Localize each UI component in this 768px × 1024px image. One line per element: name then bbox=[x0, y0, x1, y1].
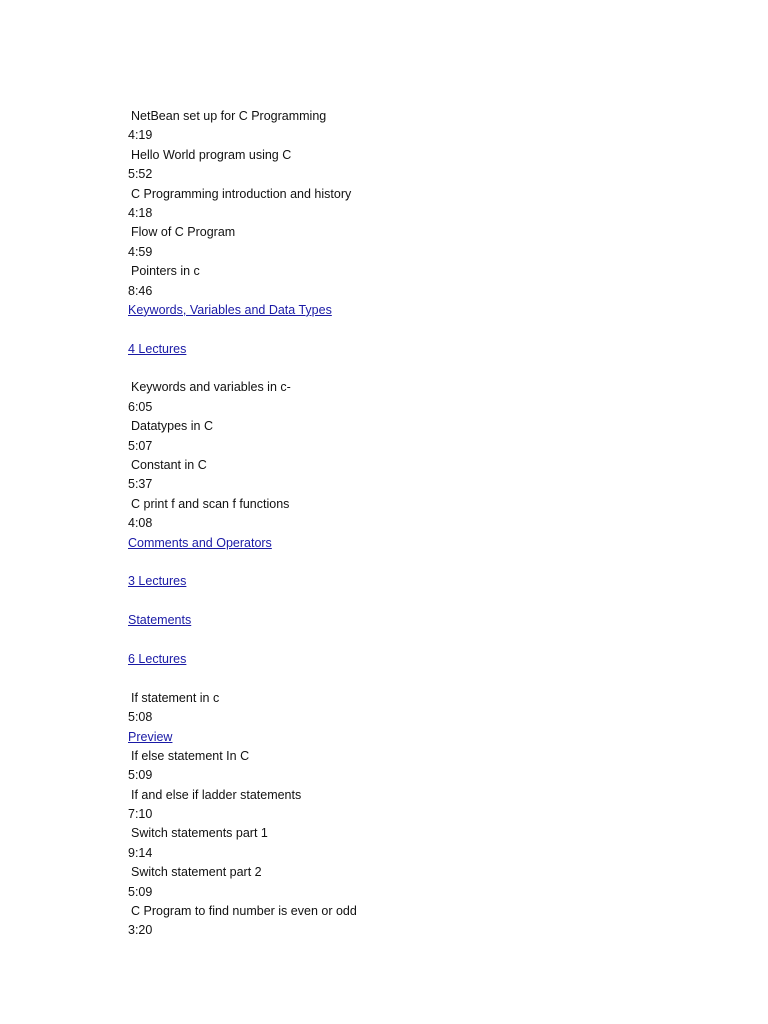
section-lecture-count-link[interactable]: 4 Lectures bbox=[128, 341, 187, 356]
spacer bbox=[128, 320, 648, 339]
spacer bbox=[128, 669, 648, 688]
lecture-item bbox=[128, 786, 648, 825]
lecture-item bbox=[128, 223, 648, 262]
lecture-item bbox=[128, 107, 648, 146]
lecture-item bbox=[128, 824, 648, 863]
lecture-item bbox=[128, 495, 648, 534]
lecture-duration: 4:08 bbox=[128, 516, 153, 531]
lecture-item bbox=[128, 747, 648, 786]
lecture-title: NetBean set up for C Programming bbox=[131, 109, 327, 123]
lecture-title: C print f and scan f functions bbox=[131, 496, 290, 511]
lecture-title: If and else if ladder statements bbox=[131, 787, 302, 802]
spacer bbox=[128, 592, 648, 611]
spacer bbox=[128, 553, 648, 572]
course-curriculum bbox=[128, 107, 648, 941]
lecture-title: Constant in C bbox=[131, 458, 207, 473]
lecture-title: C Program to find number is even or odd bbox=[131, 904, 357, 919]
lecture-duration: 4:19 bbox=[128, 128, 153, 143]
section-lecture-count-link[interactable]: 6 Lectures bbox=[128, 651, 187, 666]
lecture-item bbox=[128, 863, 648, 902]
lecture-title: Switch statement part 2 bbox=[131, 865, 262, 880]
section-heading-link[interactable]: Keywords, Variables and Data Types bbox=[128, 302, 332, 317]
lecture-title: Pointers in c bbox=[131, 264, 200, 279]
section-lecture-count-link[interactable]: 3 Lectures bbox=[128, 574, 187, 589]
lecture-duration: 3:20 bbox=[128, 923, 153, 938]
lecture-duration: 9:14 bbox=[128, 845, 153, 860]
spacer bbox=[128, 359, 648, 378]
section-intro bbox=[128, 107, 648, 301]
lecture-duration: 5:07 bbox=[128, 438, 153, 453]
lecture-duration: 6:05 bbox=[128, 399, 153, 414]
lecture-title: Flow of C Program bbox=[131, 225, 236, 240]
preview-link[interactable]: Preview bbox=[128, 729, 173, 744]
lecture-title: Datatypes in C bbox=[131, 419, 213, 434]
lecture-item bbox=[128, 146, 648, 185]
lecture-item bbox=[128, 378, 648, 417]
lecture-title: Hello World program using C bbox=[131, 147, 292, 162]
lecture-item bbox=[128, 262, 648, 301]
lecture-title: If statement in c bbox=[131, 690, 220, 705]
lecture-title: If else statement In C bbox=[131, 748, 250, 763]
section-keywords-variables bbox=[128, 301, 648, 534]
lecture-item bbox=[128, 417, 648, 456]
lecture-duration: 7:10 bbox=[128, 807, 153, 822]
lecture-duration: 5:37 bbox=[128, 477, 153, 492]
lecture-duration: 4:18 bbox=[128, 205, 153, 220]
lecture-item bbox=[128, 456, 648, 495]
lecture-duration: 8:46 bbox=[128, 283, 153, 298]
lecture-duration: 5:52 bbox=[128, 167, 153, 182]
lecture-duration: 5:09 bbox=[128, 884, 153, 899]
lecture-title: Switch statements part 1 bbox=[131, 826, 268, 841]
lecture-item bbox=[128, 185, 648, 224]
section-comments-operators bbox=[128, 534, 648, 612]
lecture-title: Keywords and variables in c- bbox=[131, 380, 291, 395]
section-heading-link[interactable]: Comments and Operators bbox=[128, 535, 272, 550]
spacer bbox=[128, 631, 648, 650]
lecture-item bbox=[128, 902, 648, 941]
section-heading-link[interactable]: Statements bbox=[128, 613, 192, 628]
lecture-item bbox=[128, 689, 648, 747]
lecture-duration: 5:09 bbox=[128, 768, 153, 783]
lecture-duration: 5:08 bbox=[128, 710, 153, 725]
section-statements bbox=[128, 611, 648, 941]
lecture-duration: 4:59 bbox=[128, 244, 153, 259]
lecture-title: C Programming introduction and history bbox=[131, 186, 352, 201]
